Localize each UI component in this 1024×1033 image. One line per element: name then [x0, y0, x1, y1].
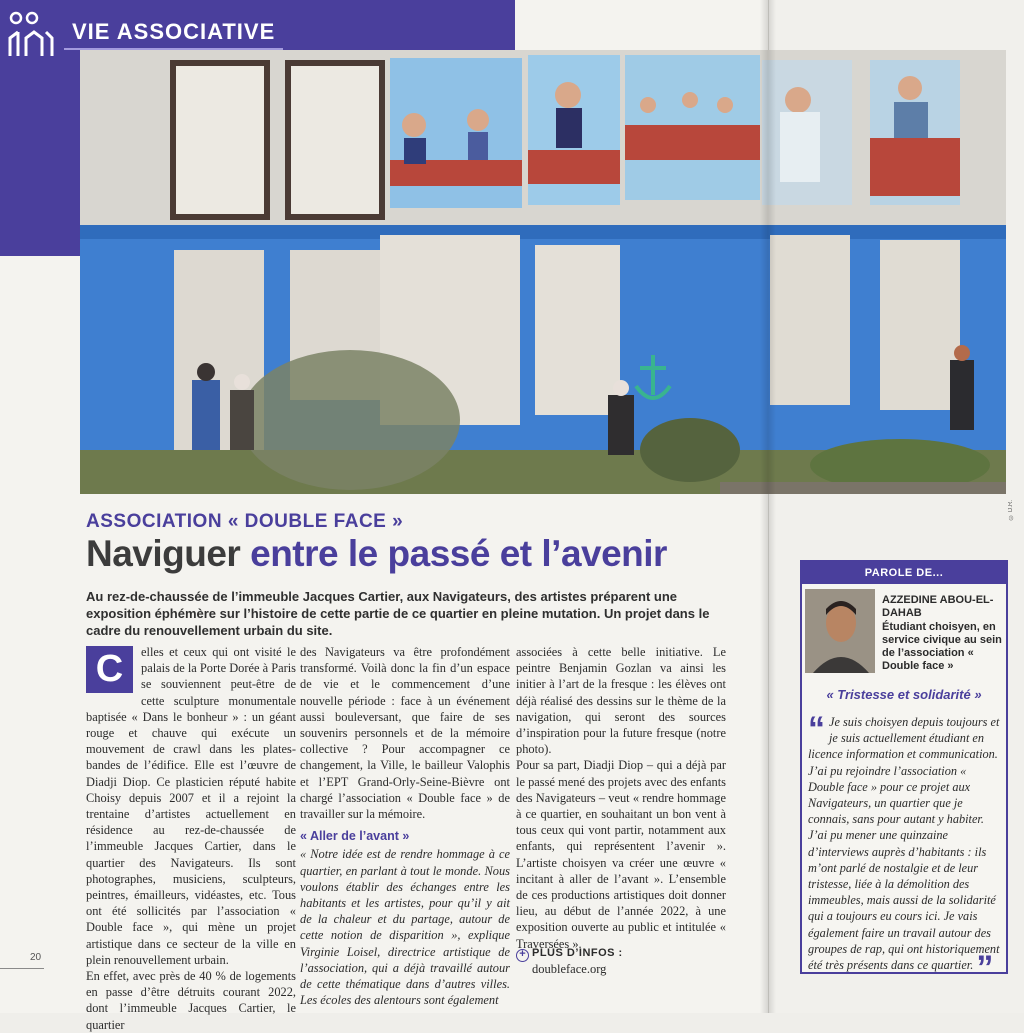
paragraph: Pour sa part, Diadji Diop – qui a déjà par le passé mené des projets avec des enfants des Navigateurs – veut « rendre hommage à ce quartier, en souhaitant un bon vent à tous ceux qui vont partir, notamment aux enfants, qui représentent l’avenir ». L’artiste choisyen va créer une œuvre « incitant à aller de l’avant ». L’ensemble de ces productions artistiques doit donner lieu, au début de l’année 2022, à une exposition ouverte au public et intitulée « Traversées ».: [516, 758, 726, 951]
headline-part-1: Naviguer: [86, 533, 241, 574]
page-number: 20: [30, 952, 42, 963]
photo-credit: © D.R.: [1008, 500, 1014, 520]
article-photo: [80, 50, 1006, 494]
open-quote-icon: “: [808, 710, 825, 748]
paragraph: des Navigateurs va être profondément transformé. Voilà donc la fin d’un espace de vie et le commencement d’une nouvelle période : face à un événement aussi bouleversant, que faire de ses souvenirs personnels et de la mémoire collective ? Pour accompagner ce changement, la Ville, le bailleur Valophis et l’EPT Grand-Orly-Seine-Bièvre ont chargé l’association « Double face » de travailler sur la mémoire.: [300, 645, 510, 822]
page-number-rule: [0, 968, 44, 969]
paragraph: elles et ceux qui ont visité le palais de la Porte Dorée à Paris se souviennent peut-être de cette sculpture monumentale baptisée « Dans le bonheur » : un géant rouge et chauve qui exécute un mouvement de crawl dans les plates-bandes de l’édifice. Elle est l’œuvre de Diadji Diop. Ce plasticien réputé habite Choisy depuis 2007 et il a rejoint la trentaine d’artistes actuellement en résidence au rez-de-chaussée de l’immeuble Jacques Cartier, dans le quartier des Navigateurs. Ils sont photographes, musiciens, sculpteurs, peintres, émailleurs, vidéastes, etc. Tous ont été sollicités par l’association « Double face », qui mène un projet artistique dans ce secteur de la ville en plein renouvellement urbain.: [86, 645, 296, 967]
person-name: AZZEDINE ABOU-EL-DAHAB: [882, 594, 994, 619]
article-standfirst: Au rez-de-chaussée de l’immeuble Jacques Cartier, aux Navigateurs, des artistes préparent une exposition éphémère sur l’histoire de cette partie de ce quartier en pleine mutation. Un projet dans le cadre du renouvellement urbain du site.: [86, 589, 710, 638]
quote-body: [808, 710, 1000, 988]
plus-icon: +: [516, 949, 529, 962]
paragraph: En effet, avec près de 40 % de logements en passe d’être détruits courant 2022, dont l’immeuble Jacques Cartier, le quartier: [86, 969, 296, 1032]
article-column-1: [86, 644, 296, 1033]
article-column-2: [300, 644, 510, 1008]
article-subheading: « Aller de l’avant »: [300, 829, 410, 844]
quote-title: « Tristesse et solidarité »: [826, 687, 982, 702]
headline-part-2: entre le passé et l’avenir: [250, 533, 667, 574]
people-icon: [6, 8, 56, 60]
article-headline: [86, 533, 667, 575]
paragraph: « Notre idée est de rendre hommage à ce quartier, en parlant à tout le monde. Nous voulons établir des échanges entre les habitants et les artistes, pour qu’il y ait de la chaleur et du partage, autour de cette notion de disparition », explique Virginie Loisel, directrice artistique de l’association, qui a déjà travaillé autour de cette thématique dans d’autres villes. Les écoles des alentours sont également: [300, 847, 510, 1008]
page-gutter: [760, 0, 776, 1013]
sidebar-header: PAROLE DE...: [802, 562, 1006, 584]
quote-text: Je suis choisyen depuis toujours et je suis actuellement étudiant en licence information et communication. J’ai pu rejoindre l’association « Double face » pour ce projet aux Navigateurs, un quartier que je connais, sans pour autant y habiter. J’ai pu mener une quinzaine d’interviews auprès d’habitants : ils m’ont parlé de nostalgie et de leur tristesse, liée à la démolition des immeubles, mais aussi de la solidarité qui a toujours eu cours ici. Je vais également faire un travail autour des groupes de rap, qui ont historiquement été très présents dans ce quartier.: [808, 715, 1000, 973]
interview-sidebar: [800, 560, 1008, 988]
more-info-link[interactable]: doubleface.org: [532, 962, 607, 976]
section-side-panel: [0, 66, 80, 256]
article-column-3: [516, 644, 726, 952]
section-label: VIE ASSOCIATIVE: [64, 14, 283, 50]
close-quote-icon: ”: [976, 949, 994, 988]
drop-cap: C: [86, 646, 133, 693]
portrait-photo: [805, 589, 875, 673]
paragraph: associées à cette belle initiative. Le peintre Benjamin Gozlan va ainsi les initier à l’art de la fresque : les élèves ont déjà réalisé des dessins sur le thème de la navigation, qui seront des sources d’inspiration pour la future fresque (notre photo).: [516, 645, 726, 757]
more-info: [516, 945, 623, 977]
more-info-label: PLUS D’INFOS :: [532, 947, 623, 959]
article-kicker: ASSOCIATION « DOUBLE FACE »: [86, 511, 404, 532]
person-role: Étudiant choisyen, en service civique au sein de l’association « Double face »: [882, 621, 1002, 672]
